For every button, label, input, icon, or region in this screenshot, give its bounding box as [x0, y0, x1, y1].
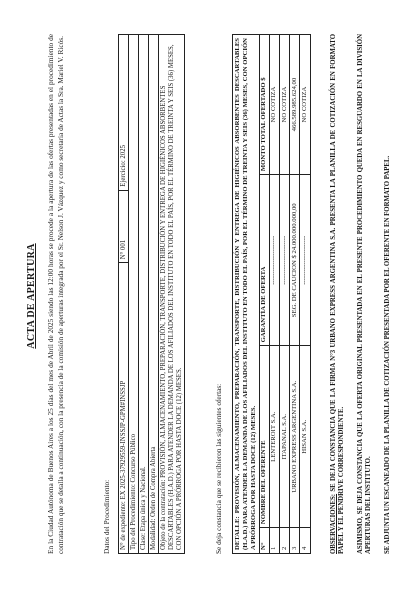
header-guarantee: GARANTÍA DE OFERTA — [259, 175, 269, 346]
observations-section — [330, 34, 402, 554]
bidder-name: HISAN S.A. — [300, 346, 310, 528]
observations-text-1: SE DEJA CONSTANCIA QUE LA FIRMA N°3 URBANO EXPRESS ARGENTINA S.A. PRESENTA LA PLANILLA DE COTIZACIÓN EN FORMATO PAPEL Y EL PENDRIVE CORRESPONDIENTE. — [330, 34, 346, 554]
modality-cell: Modalidad: Orden de Compra Abierta — [149, 35, 159, 554]
bidder-name: LENTEROIT S.A. — [269, 346, 279, 528]
guarantee-value: ---------------------- — [300, 175, 310, 346]
offers-detail-cell: DETALLE: PROVISIÓN, ALMACENAMIENTO, PREPARACIÓN, TRANSPORTE, DISTRIBUCIÓN Y ENTREGA DE HIGIÉNICOS ABSORBENTES DESCARTABLES (H.A.D.) PARA ATENDER LA DEMANDA DE LOS AFILIADOS DEL INSTITUTO EN TODO EL PAÍS, POR EL TÉRMINO DE TREINTA Y SEIS (36) MESES, CON OPCIÓN A PRÓRROGA POR HASTA DOCE (12) MESES. — [233, 35, 260, 554]
header-total-amount: MONTO TOTAL OFERTADO $ — [259, 35, 269, 175]
offers-received-label: Se deja constancia que se recibieron las siguientes ofertas: — [214, 383, 223, 554]
offers-header-row — [259, 35, 269, 554]
observations-paragraph-2: ASIMISMO, SE DEJA CONSTANCIA QUE LA OFERTA ORIGINAL PRESENTADA EN EL PRESENTE PROCEDIMIENTO QUEDA EN RESGUARDO EN LA DIVISIÓN APERTURAS DEL INSTITUTO. — [356, 34, 373, 554]
row-number: 1 — [269, 528, 279, 554]
table-row — [300, 35, 310, 554]
class-cell: Clase: Etapa única y Nacional. — [139, 35, 149, 554]
procedure-data-label: Datos del Procedimiento: — [102, 479, 111, 554]
procedure-row-tipo — [129, 35, 139, 554]
row-number: 3 — [290, 528, 300, 554]
offers-detail-row — [233, 35, 260, 554]
page-title: ACTA DE APERTURA — [26, 243, 37, 349]
procedure-row-objeto — [159, 35, 185, 554]
procedure-row-clase — [139, 35, 149, 554]
table-row — [290, 35, 300, 554]
guarantee-value: ---------------------- — [280, 175, 290, 346]
object-cell: Objeto de la contratación: PROVISIÓN, ALMACENAMIENTO, PREPARACIÓN, TRANSPORTE, DISTRIBUCIÓN Y ENTREGA DE HIGIÉNICOS ABSORBENTES DESCARTABLES (H.A.D.) PARA ATENDER LA DEMANDA DE LOS AFILIADOS DEL INSTITUTO EN TODO EL PAÍS, POR EL TÉRMINO DE TREINTA Y SEIS (36) MESES, CON OPCIÓN A PRÓRROGA POR HASTA DOCE (12) MESES. — [159, 35, 185, 554]
bidder-name: URBANO EXPRESS ARGENTINA S.A. — [290, 346, 300, 528]
total-amount: NO COTIZA — [280, 35, 290, 175]
table-row — [269, 35, 279, 554]
observations-paragraph-3: SE ADJUNTA UN ESCANEADO DE LA PLANILLA DE COTIZACIÓN PRESENTADA POR EL OFERENTE EN FORMATO PAPEL. — [383, 155, 391, 554]
offers-table — [232, 34, 311, 554]
header-number: N° — [259, 528, 269, 554]
observations-paragraph-1 — [330, 34, 347, 554]
type-cell: Tipo del Procedimiento: Concurso Público — [129, 35, 139, 554]
observations-label: OBSERVACIONES: — [330, 493, 337, 554]
number-cell: N° 001 — [119, 190, 129, 263]
guarantee-value: ---------------------- — [269, 175, 279, 346]
total-amount: NO COTIZA — [300, 35, 310, 175]
total-amount: 466.589.985.624,00 — [290, 35, 300, 175]
table-row — [280, 35, 290, 554]
row-number: 4 — [300, 528, 310, 554]
intro-paragraph: En la Ciudad Autónoma de Buenos Aires a los 25 días del mes de Abril de 2025 siendo las 12:00 horas se procede a la apertura de las ofertas presentadas en el procedimiento de contratación que se detalla a continuación, con la presencia de la comisión de aperturas integrada por el Sr. Nelson J. Vázquez y como secretaria de Actas la Sra. Mariel V. Ricós. — [46, 34, 66, 554]
year-cell: Ejercicio: 2025 — [119, 35, 129, 191]
header-bidder-name: NOMBRE DEL OFERENTE — [259, 346, 269, 528]
expediente-cell: N° de expediente: EX 2025-37929559-INSSJP-GPM#INSSJP — [119, 263, 129, 554]
guarantee-value: SEG. DE CAUCION $ 24.000.000.000,00 — [290, 175, 300, 346]
total-amount: NO COTIZA — [269, 35, 279, 175]
bidder-name: ITAPANAL S.A. — [280, 346, 290, 528]
procedure-row-expediente — [119, 35, 129, 554]
procedure-row-modalidad — [149, 35, 159, 554]
procedure-table — [118, 34, 185, 554]
row-number: 2 — [280, 528, 290, 554]
